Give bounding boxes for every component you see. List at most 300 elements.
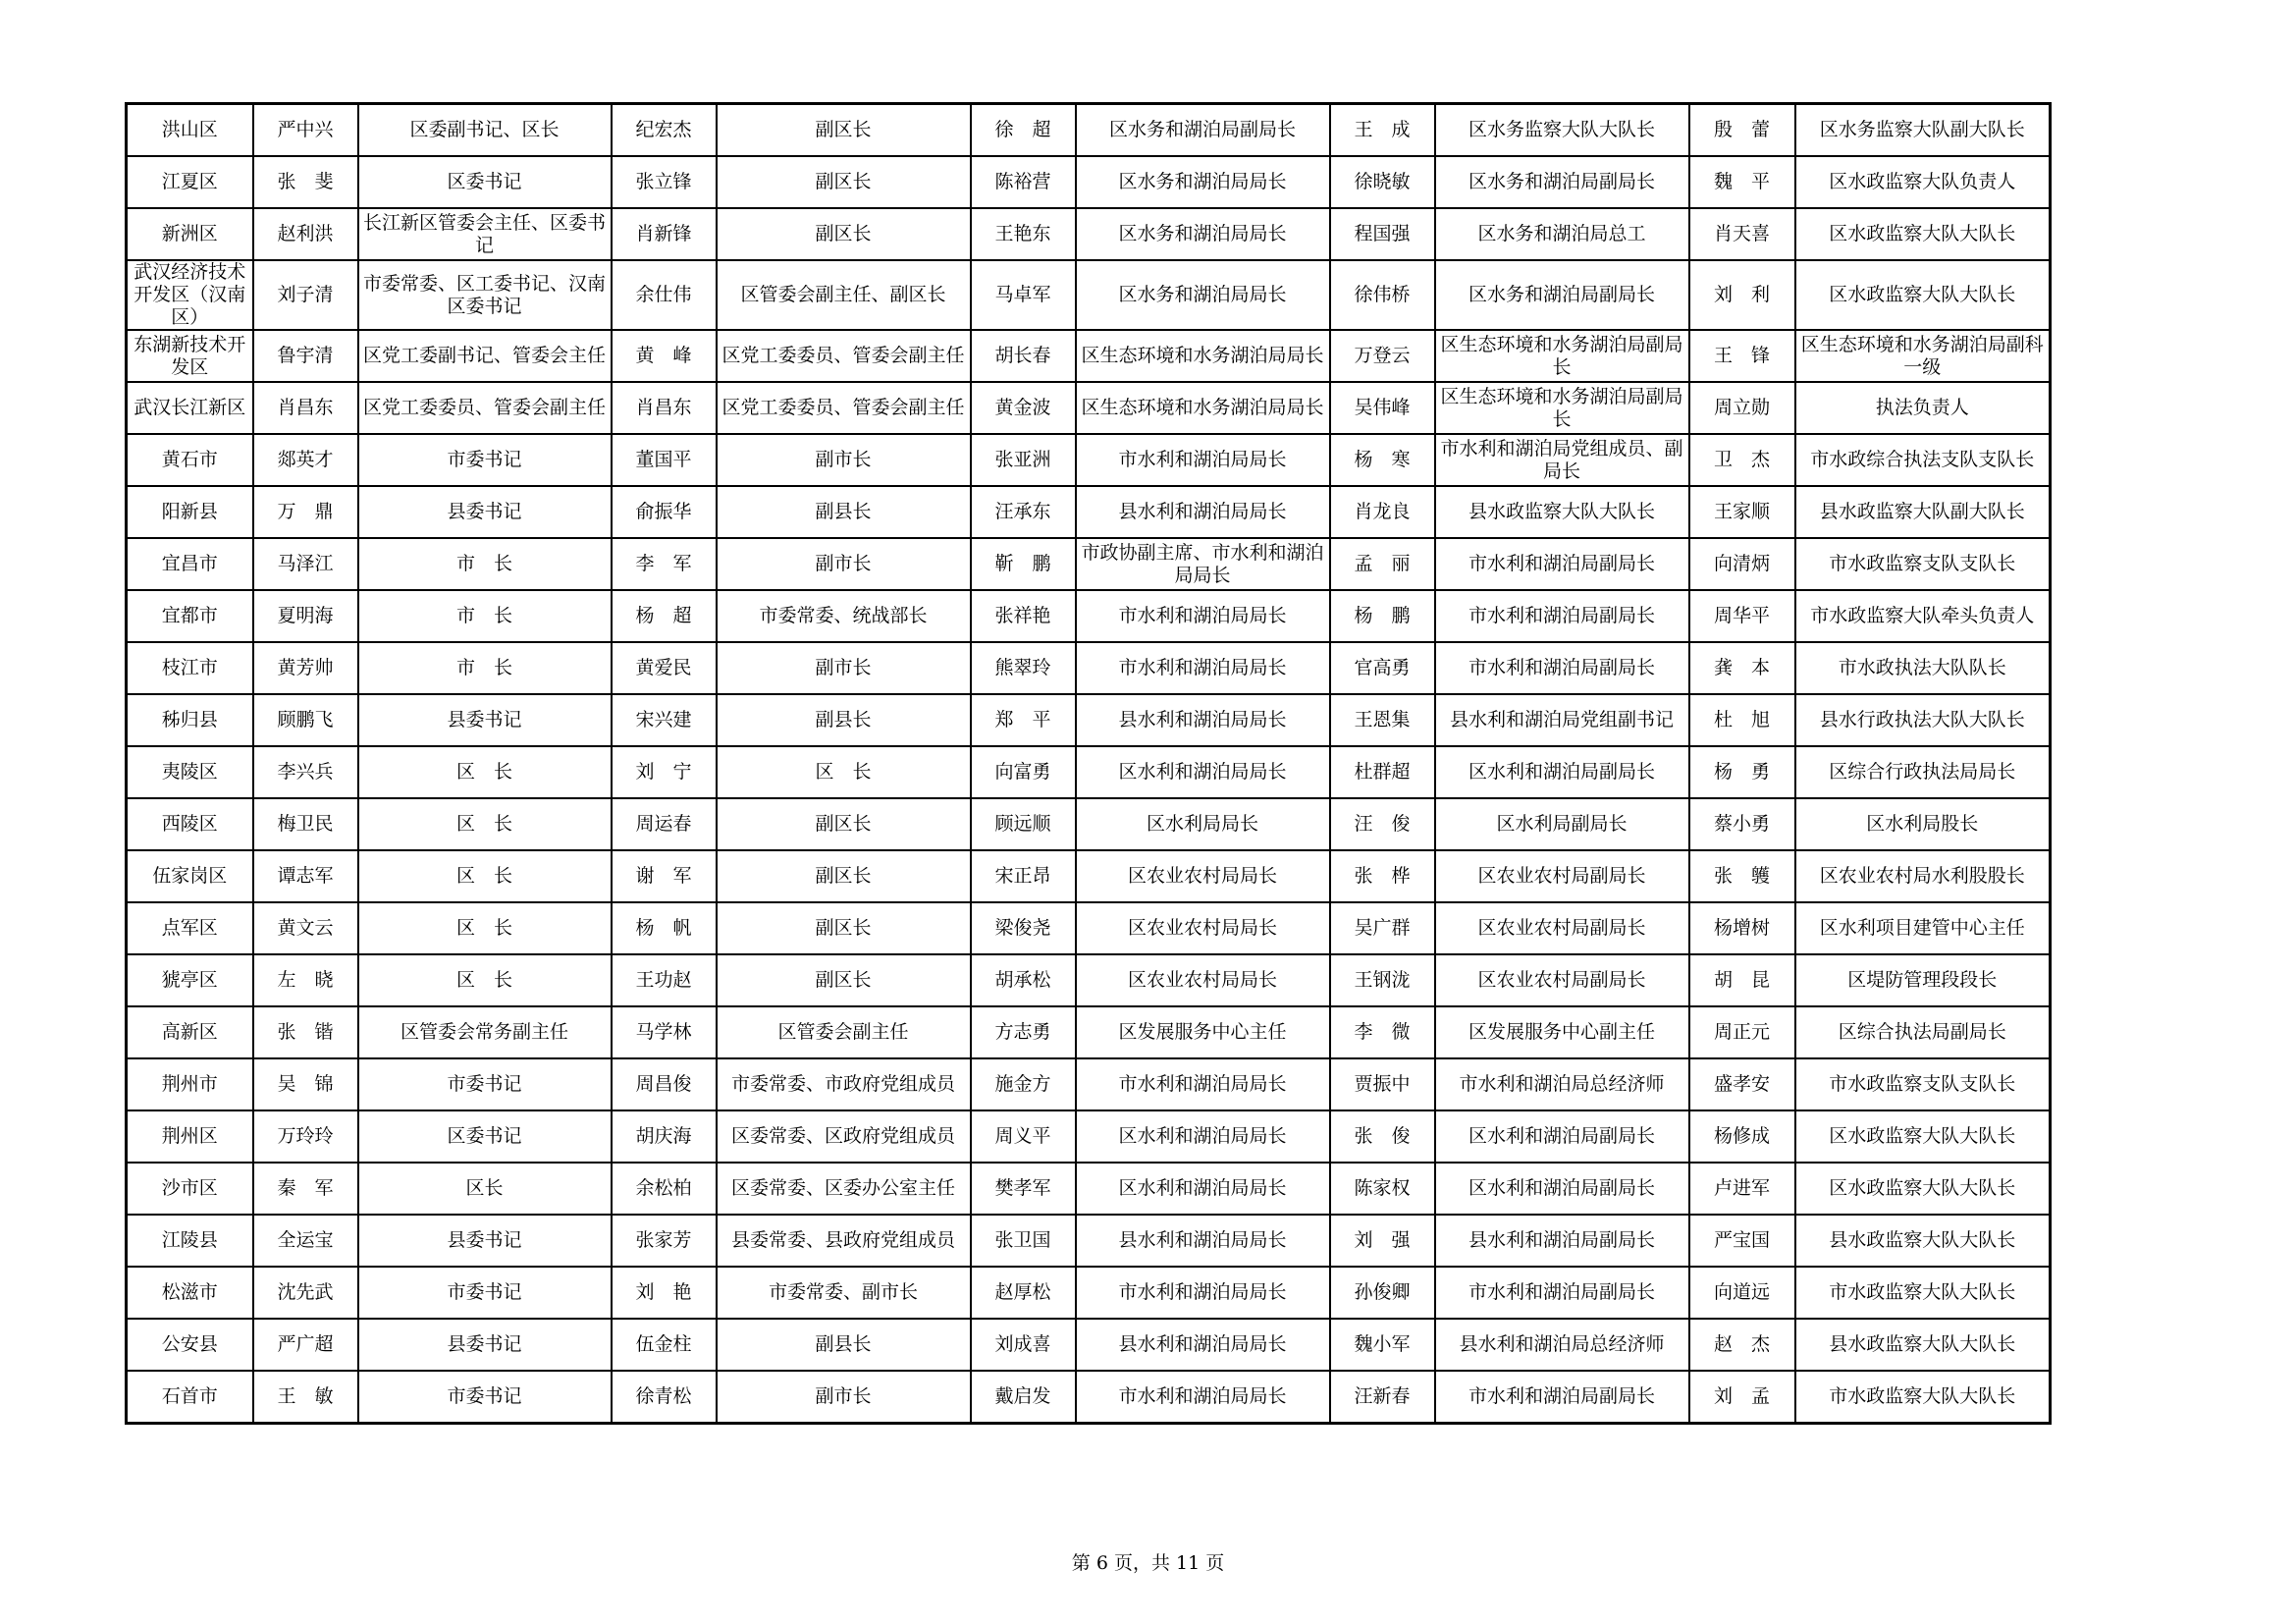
cell-chief-name: 李兴兵 [253,746,358,798]
cell-enforcer-title: 区水政监察大队大队长 [1795,260,2051,330]
cell-director-title: 市水利和湖泊局局长 [1076,1267,1330,1319]
cell-deputy-name: 伍金柱 [612,1319,717,1371]
cell-deputy-name: 胡庆海 [612,1110,717,1163]
cell-director-title: 区水利和湖泊局局长 [1076,1110,1330,1163]
table-row [127,104,2051,157]
cell-enforcer-name: 杨修成 [1689,1110,1795,1163]
cell-deputy-title: 区委常委、区政府党组成员 [717,1110,971,1163]
cell-chief-name: 严中兴 [253,104,358,157]
cell-director-name: 王艳东 [971,208,1076,260]
table-row [127,156,2051,208]
cell-enforcer-title: 县水政监察大队副大队长 [1795,486,2051,538]
cell-region: 点军区 [127,902,253,954]
table-row [127,694,2051,746]
cell-vice-name: 吴广群 [1330,902,1435,954]
cell-deputy-title: 区委常委、区委办公室主任 [717,1163,971,1215]
cell-enforcer-title: 区水政监察大队负责人 [1795,156,2051,208]
cell-vice-name: 杨 寒 [1330,434,1435,486]
cell-chief-title: 区委副书记、区长 [358,104,612,157]
cell-vice-name: 杜群超 [1330,746,1435,798]
cell-vice-title: 市水利和湖泊局党组成员、副局长 [1435,434,1689,486]
cell-deputy-title: 区管委会副主任 [717,1006,971,1058]
cell-enforcer-name: 龚 本 [1689,642,1795,694]
cell-deputy-name: 张家芳 [612,1215,717,1267]
cell-chief-name: 赵利洪 [253,208,358,260]
table-row [127,434,2051,486]
cell-enforcer-name: 卫 杰 [1689,434,1795,486]
cell-chief-name: 郯英才 [253,434,358,486]
cell-vice-name: 孙俊卿 [1330,1267,1435,1319]
cell-vice-title: 市水利和湖泊局总经济师 [1435,1058,1689,1110]
cell-chief-name: 左 晓 [253,954,358,1006]
cell-region: 西陵区 [127,798,253,850]
cell-chief-title: 市 长 [358,538,612,590]
cell-chief-title: 市委书记 [358,1058,612,1110]
cell-chief-title: 区党工委委员、管委会副主任 [358,382,612,434]
cell-vice-title: 市水利和湖泊局副局长 [1435,1371,1689,1424]
cell-enforcer-title: 区综合行政执法局局长 [1795,746,2051,798]
cell-deputy-title: 区党工委委员、管委会副主任 [717,330,971,382]
cell-vice-name: 万登云 [1330,330,1435,382]
cell-deputy-name: 周昌俊 [612,1058,717,1110]
cell-enforcer-name: 周正元 [1689,1006,1795,1058]
cell-chief-title: 区 长 [358,798,612,850]
cell-director-title: 市政协副主席、市水利和湖泊局局长 [1076,538,1330,590]
cell-deputy-title: 副区长 [717,954,971,1006]
cell-vice-name: 刘 强 [1330,1215,1435,1267]
cell-vice-name: 王恩集 [1330,694,1435,746]
cell-enforcer-name: 盛孝安 [1689,1058,1795,1110]
cell-deputy-name: 马学林 [612,1006,717,1058]
cell-vice-name: 徐伟桥 [1330,260,1435,330]
cell-enforcer-title: 市水政监察大队大队长 [1795,1371,2051,1424]
cell-enforcer-name: 刘 孟 [1689,1371,1795,1424]
table-row [127,1006,2051,1058]
cell-chief-name: 梅卫民 [253,798,358,850]
cell-director-title: 县水利和湖泊局局长 [1076,694,1330,746]
cell-director-title: 区农业农村局局长 [1076,954,1330,1006]
cell-enforcer-name: 魏 平 [1689,156,1795,208]
cell-vice-title: 区水利局副局长 [1435,798,1689,850]
cell-deputy-title: 副区长 [717,156,971,208]
cell-director-title: 市水利和湖泊局局长 [1076,590,1330,642]
cell-region: 荆州市 [127,1058,253,1110]
cell-deputy-name: 黄 峰 [612,330,717,382]
cell-chief-title: 市委书记 [358,1267,612,1319]
cell-chief-name: 严广超 [253,1319,358,1371]
table-row [127,746,2051,798]
cell-director-title: 县水利和湖泊局局长 [1076,1215,1330,1267]
cell-vice-name: 官高勇 [1330,642,1435,694]
cell-region: 洪山区 [127,104,253,157]
cell-director-name: 刘成喜 [971,1319,1076,1371]
cell-region: 武汉长江新区 [127,382,253,434]
cell-enforcer-name: 卢进军 [1689,1163,1795,1215]
table-row [127,902,2051,954]
cell-director-title: 区农业农村局局长 [1076,850,1330,902]
cell-director-title: 区水务和湖泊局局长 [1076,260,1330,330]
cell-chief-name: 刘子清 [253,260,358,330]
cell-chief-name: 沈先武 [253,1267,358,1319]
cell-deputy-name: 徐青松 [612,1371,717,1424]
cell-region: 沙市区 [127,1163,253,1215]
cell-deputy-name: 刘 艳 [612,1267,717,1319]
table-row [127,1110,2051,1163]
cell-deputy-name: 黄爱民 [612,642,717,694]
page-footer: 第 6 页，共 11 页 [1071,1552,1225,1574]
cell-enforcer-title: 执法负责人 [1795,382,2051,434]
cell-vice-title: 县水利和湖泊局党组副书记 [1435,694,1689,746]
cell-director-title: 区水利局局长 [1076,798,1330,850]
cell-region: 公安县 [127,1319,253,1371]
cell-enforcer-title: 区水务监察大队副大队长 [1795,104,2051,157]
cell-chief-name: 黄芳帅 [253,642,358,694]
cell-chief-title: 区 长 [358,902,612,954]
cell-deputy-title: 副区长 [717,902,971,954]
cell-director-name: 张亚洲 [971,434,1076,486]
cell-chief-name: 全运宝 [253,1215,358,1267]
cell-deputy-title: 区 长 [717,746,971,798]
table-row [127,538,2051,590]
table-row [127,850,2051,902]
cell-deputy-name: 周运春 [612,798,717,850]
cell-deputy-name: 杨 超 [612,590,717,642]
cell-vice-title: 区水务和湖泊局总工 [1435,208,1689,260]
cell-chief-name: 鲁宇清 [253,330,358,382]
cell-vice-name: 汪新春 [1330,1371,1435,1424]
cell-director-title: 市水利和湖泊局局长 [1076,1058,1330,1110]
table-row [127,382,2051,434]
cell-chief-name: 张 锴 [253,1006,358,1058]
cell-director-title: 市水利和湖泊局局长 [1076,434,1330,486]
cell-enforcer-title: 县水政监察大队大队长 [1795,1215,2051,1267]
cell-vice-name: 魏小军 [1330,1319,1435,1371]
table-row [127,1267,2051,1319]
cell-region: 高新区 [127,1006,253,1058]
cell-region: 宜都市 [127,590,253,642]
cell-region: 伍家岗区 [127,850,253,902]
cell-region: 石首市 [127,1371,253,1424]
cell-director-name: 胡长春 [971,330,1076,382]
cell-enforcer-title: 市水政监察支队支队长 [1795,1058,2051,1110]
cell-director-title: 区水务和湖泊局局长 [1076,208,1330,260]
cell-deputy-name: 宋兴建 [612,694,717,746]
cell-region: 武汉经济技术开发区（汉南区） [127,260,253,330]
cell-director-name: 赵厚松 [971,1267,1076,1319]
table-row [127,208,2051,260]
cell-deputy-title: 副区长 [717,208,971,260]
cell-enforcer-title: 县水政监察大队大队长 [1795,1319,2051,1371]
cell-deputy-title: 副县长 [717,486,971,538]
cell-director-name: 徐 超 [971,104,1076,157]
cell-chief-name: 谭志军 [253,850,358,902]
cell-deputy-name: 李 军 [612,538,717,590]
cell-enforcer-title: 县水行政执法大队大队长 [1795,694,2051,746]
cell-vice-title: 区水利和湖泊局副局长 [1435,1110,1689,1163]
cell-deputy-title: 副区长 [717,798,971,850]
cell-enforcer-title: 市水政监察支队支队长 [1795,538,2051,590]
cell-region: 猇亭区 [127,954,253,1006]
cell-deputy-name: 纪宏杰 [612,104,717,157]
cell-chief-name: 黄文云 [253,902,358,954]
cell-enforcer-name: 刘 利 [1689,260,1795,330]
cell-enforcer-name: 向道远 [1689,1267,1795,1319]
cell-chief-title: 长江新区管委会主任、区委书记 [358,208,612,260]
cell-enforcer-name: 蔡小勇 [1689,798,1795,850]
cell-vice-name: 王钢泷 [1330,954,1435,1006]
cell-chief-title: 市委常委、区工委书记、汉南区委书记 [358,260,612,330]
cell-chief-name: 秦 军 [253,1163,358,1215]
cell-chief-title: 市 长 [358,590,612,642]
cell-deputy-title: 县委常委、县政府党组成员 [717,1215,971,1267]
cell-vice-title: 区水利和湖泊局副局长 [1435,746,1689,798]
cell-vice-title: 区生态环境和水务湖泊局副局长 [1435,330,1689,382]
cell-vice-title: 县水利和湖泊局副局长 [1435,1215,1689,1267]
cell-enforcer-title: 区水政监察大队大队长 [1795,1163,2051,1215]
cell-chief-title: 区委书记 [358,1110,612,1163]
cell-enforcer-name: 严宝国 [1689,1215,1795,1267]
cell-vice-name: 程国强 [1330,208,1435,260]
roster-table [125,102,2052,1425]
cell-chief-title: 市委书记 [358,1371,612,1424]
cell-director-name: 黄金波 [971,382,1076,434]
cell-enforcer-title: 区农业农村局水利股股长 [1795,850,2051,902]
table-row [127,486,2051,538]
cell-enforcer-name: 殷 蕾 [1689,104,1795,157]
cell-enforcer-name: 周华平 [1689,590,1795,642]
cell-deputy-name: 俞振华 [612,486,717,538]
cell-deputy-title: 副区长 [717,850,971,902]
cell-director-name: 顾远顺 [971,798,1076,850]
cell-region: 枝江市 [127,642,253,694]
cell-vice-title: 区水务和湖泊局副局长 [1435,260,1689,330]
cell-director-name: 张祥艳 [971,590,1076,642]
cell-deputy-title: 区党工委委员、管委会副主任 [717,382,971,434]
table-row [127,954,2051,1006]
cell-enforcer-name: 张 鹱 [1689,850,1795,902]
cell-region: 江夏区 [127,156,253,208]
cell-enforcer-title: 区水政监察大队大队长 [1795,208,2051,260]
cell-region: 宜昌市 [127,538,253,590]
cell-vice-name: 徐晓敏 [1330,156,1435,208]
cell-chief-name: 马泽江 [253,538,358,590]
cell-director-title: 区生态环境和水务湖泊局局长 [1076,382,1330,434]
cell-deputy-title: 市委常委、统战部长 [717,590,971,642]
cell-chief-title: 区长 [358,1163,612,1215]
cell-director-title: 县水利和湖泊局局长 [1076,486,1330,538]
cell-director-title: 市水利和湖泊局局长 [1076,1371,1330,1424]
cell-vice-title: 区生态环境和水务湖泊局副局长 [1435,382,1689,434]
cell-director-title: 县水利和湖泊局局长 [1076,1319,1330,1371]
cell-director-name: 樊孝军 [971,1163,1076,1215]
cell-deputy-name: 张立锋 [612,156,717,208]
cell-vice-title: 区水利和湖泊局副局长 [1435,1163,1689,1215]
cell-director-name: 靳 鹏 [971,538,1076,590]
cell-director-title: 市水利和湖泊局局长 [1076,642,1330,694]
cell-chief-name: 肖昌东 [253,382,358,434]
cell-enforcer-name: 王家顺 [1689,486,1795,538]
cell-region: 秭归县 [127,694,253,746]
cell-director-title: 区水务和湖泊局局长 [1076,156,1330,208]
cell-vice-title: 市水利和湖泊局副局长 [1435,590,1689,642]
cell-chief-title: 区 长 [358,954,612,1006]
cell-chief-name: 夏明海 [253,590,358,642]
cell-vice-name: 张 桦 [1330,850,1435,902]
cell-vice-title: 县水利和湖泊局总经济师 [1435,1319,1689,1371]
cell-vice-title: 区农业农村局副局长 [1435,850,1689,902]
cell-director-name: 周义平 [971,1110,1076,1163]
cell-director-title: 区生态环境和水务湖泊局局长 [1076,330,1330,382]
cell-chief-name: 万玲玲 [253,1110,358,1163]
cell-region: 夷陵区 [127,746,253,798]
cell-vice-title: 市水利和湖泊局副局长 [1435,1267,1689,1319]
cell-vice-name: 陈家权 [1330,1163,1435,1215]
cell-vice-name: 张 俊 [1330,1110,1435,1163]
cell-chief-name: 张 斐 [253,156,358,208]
cell-region: 新洲区 [127,208,253,260]
cell-enforcer-name: 肖天喜 [1689,208,1795,260]
cell-chief-name: 吴 锦 [253,1058,358,1110]
cell-director-name: 戴启发 [971,1371,1076,1424]
cell-director-name: 熊翠玲 [971,642,1076,694]
cell-deputy-name: 谢 军 [612,850,717,902]
cell-enforcer-title: 市水政执法大队队长 [1795,642,2051,694]
cell-deputy-title: 副市长 [717,434,971,486]
table-row [127,590,2051,642]
table-row [127,330,2051,382]
cell-deputy-name: 刘 宁 [612,746,717,798]
cell-chief-title: 区党工委副书记、管委会主任 [358,330,612,382]
cell-director-title: 区水务和湖泊局副局长 [1076,104,1330,157]
cell-vice-name: 李 微 [1330,1006,1435,1058]
cell-deputy-title: 副县长 [717,694,971,746]
cell-chief-title: 区 长 [358,850,612,902]
roster-body [127,104,2051,1424]
cell-vice-name: 汪 俊 [1330,798,1435,850]
cell-enforcer-title: 区水政监察大队大队长 [1795,1110,2051,1163]
cell-enforcer-title: 区生态环境和水务湖泊局副科一级 [1795,330,2051,382]
cell-deputy-title: 市委常委、副市长 [717,1267,971,1319]
cell-vice-name: 肖龙良 [1330,486,1435,538]
cell-director-name: 汪承东 [971,486,1076,538]
table-row [127,1058,2051,1110]
cell-vice-name: 杨 鹏 [1330,590,1435,642]
cell-enforcer-title: 区水利局股长 [1795,798,2051,850]
cell-deputy-name: 余仕伟 [612,260,717,330]
cell-enforcer-title: 市水政监察大队大队长 [1795,1267,2051,1319]
cell-region: 江陵县 [127,1215,253,1267]
cell-deputy-name: 董国平 [612,434,717,486]
cell-deputy-title: 副县长 [717,1319,971,1371]
cell-deputy-name: 杨 帆 [612,902,717,954]
cell-region: 黄石市 [127,434,253,486]
cell-director-name: 胡承松 [971,954,1076,1006]
cell-region: 荆州区 [127,1110,253,1163]
cell-deputy-name: 肖新锋 [612,208,717,260]
cell-enforcer-title: 区综合执法局副局长 [1795,1006,2051,1058]
cell-chief-title: 县委书记 [358,486,612,538]
cell-vice-title: 区水务监察大队大队长 [1435,104,1689,157]
cell-vice-name: 孟 丽 [1330,538,1435,590]
cell-chief-name: 王 敏 [253,1371,358,1424]
cell-deputy-name: 肖昌东 [612,382,717,434]
cell-vice-title: 区水务和湖泊局副局长 [1435,156,1689,208]
cell-deputy-title: 副市长 [717,538,971,590]
cell-vice-title: 市水利和湖泊局副局长 [1435,642,1689,694]
cell-enforcer-name: 向清炳 [1689,538,1795,590]
cell-director-name: 张卫国 [971,1215,1076,1267]
cell-director-title: 区水利和湖泊局局长 [1076,746,1330,798]
cell-chief-title: 区 长 [358,746,612,798]
cell-vice-title: 区发展服务中心副主任 [1435,1006,1689,1058]
cell-enforcer-name: 杨 勇 [1689,746,1795,798]
cell-director-name: 马卓军 [971,260,1076,330]
cell-enforcer-name: 赵 杰 [1689,1319,1795,1371]
cell-enforcer-name: 杨增树 [1689,902,1795,954]
cell-chief-title: 区管委会常务副主任 [358,1006,612,1058]
table-row [127,798,2051,850]
cell-enforcer-title: 市水政综合执法支队支队长 [1795,434,2051,486]
cell-enforcer-title: 区水利项目建管中心主任 [1795,902,2051,954]
cell-chief-name: 万 鼎 [253,486,358,538]
cell-chief-title: 县委书记 [358,1319,612,1371]
cell-enforcer-name: 周立勋 [1689,382,1795,434]
cell-vice-name: 吴伟峰 [1330,382,1435,434]
cell-director-title: 区水利和湖泊局局长 [1076,1163,1330,1215]
cell-deputy-title: 区管委会副主任、副区长 [717,260,971,330]
cell-deputy-title: 副市长 [717,642,971,694]
cell-enforcer-name: 王 锋 [1689,330,1795,382]
table-row [127,1163,2051,1215]
cell-vice-title: 县水政监察大队大队长 [1435,486,1689,538]
cell-director-name: 陈裕营 [971,156,1076,208]
cell-director-name: 郑 平 [971,694,1076,746]
cell-enforcer-name: 胡 昆 [1689,954,1795,1006]
cell-region: 阳新县 [127,486,253,538]
table-row [127,260,2051,330]
table-row [127,1371,2051,1424]
cell-deputy-title: 副区长 [717,104,971,157]
cell-enforcer-title: 市水政监察大队牵头负责人 [1795,590,2051,642]
cell-deputy-title: 副市长 [717,1371,971,1424]
cell-director-name: 宋正昂 [971,850,1076,902]
cell-enforcer-title: 区堤防管理段段长 [1795,954,2051,1006]
cell-director-title: 区发展服务中心主任 [1076,1006,1330,1058]
cell-director-name: 向富勇 [971,746,1076,798]
cell-vice-title: 区农业农村局副局长 [1435,954,1689,1006]
cell-chief-title: 县委书记 [358,1215,612,1267]
cell-region: 松滋市 [127,1267,253,1319]
cell-region: 东湖新技术开发区 [127,330,253,382]
cell-director-name: 施金方 [971,1058,1076,1110]
cell-director-name: 方志勇 [971,1006,1076,1058]
cell-deputy-name: 王功赵 [612,954,717,1006]
cell-deputy-title: 市委常委、市政府党组成员 [717,1058,971,1110]
table-row [127,642,2051,694]
table-row [127,1215,2051,1267]
cell-chief-title: 县委书记 [358,694,612,746]
cell-chief-name: 顾鹏飞 [253,694,358,746]
cell-vice-name: 贾振中 [1330,1058,1435,1110]
cell-chief-title: 区委书记 [358,156,612,208]
cell-vice-name: 王 成 [1330,104,1435,157]
table-row [127,1319,2051,1371]
cell-enforcer-name: 杜 旭 [1689,694,1795,746]
cell-chief-title: 市委书记 [358,434,612,486]
cell-chief-title: 市 长 [358,642,612,694]
cell-director-title: 区农业农村局局长 [1076,902,1330,954]
cell-director-name: 梁俊尧 [971,902,1076,954]
